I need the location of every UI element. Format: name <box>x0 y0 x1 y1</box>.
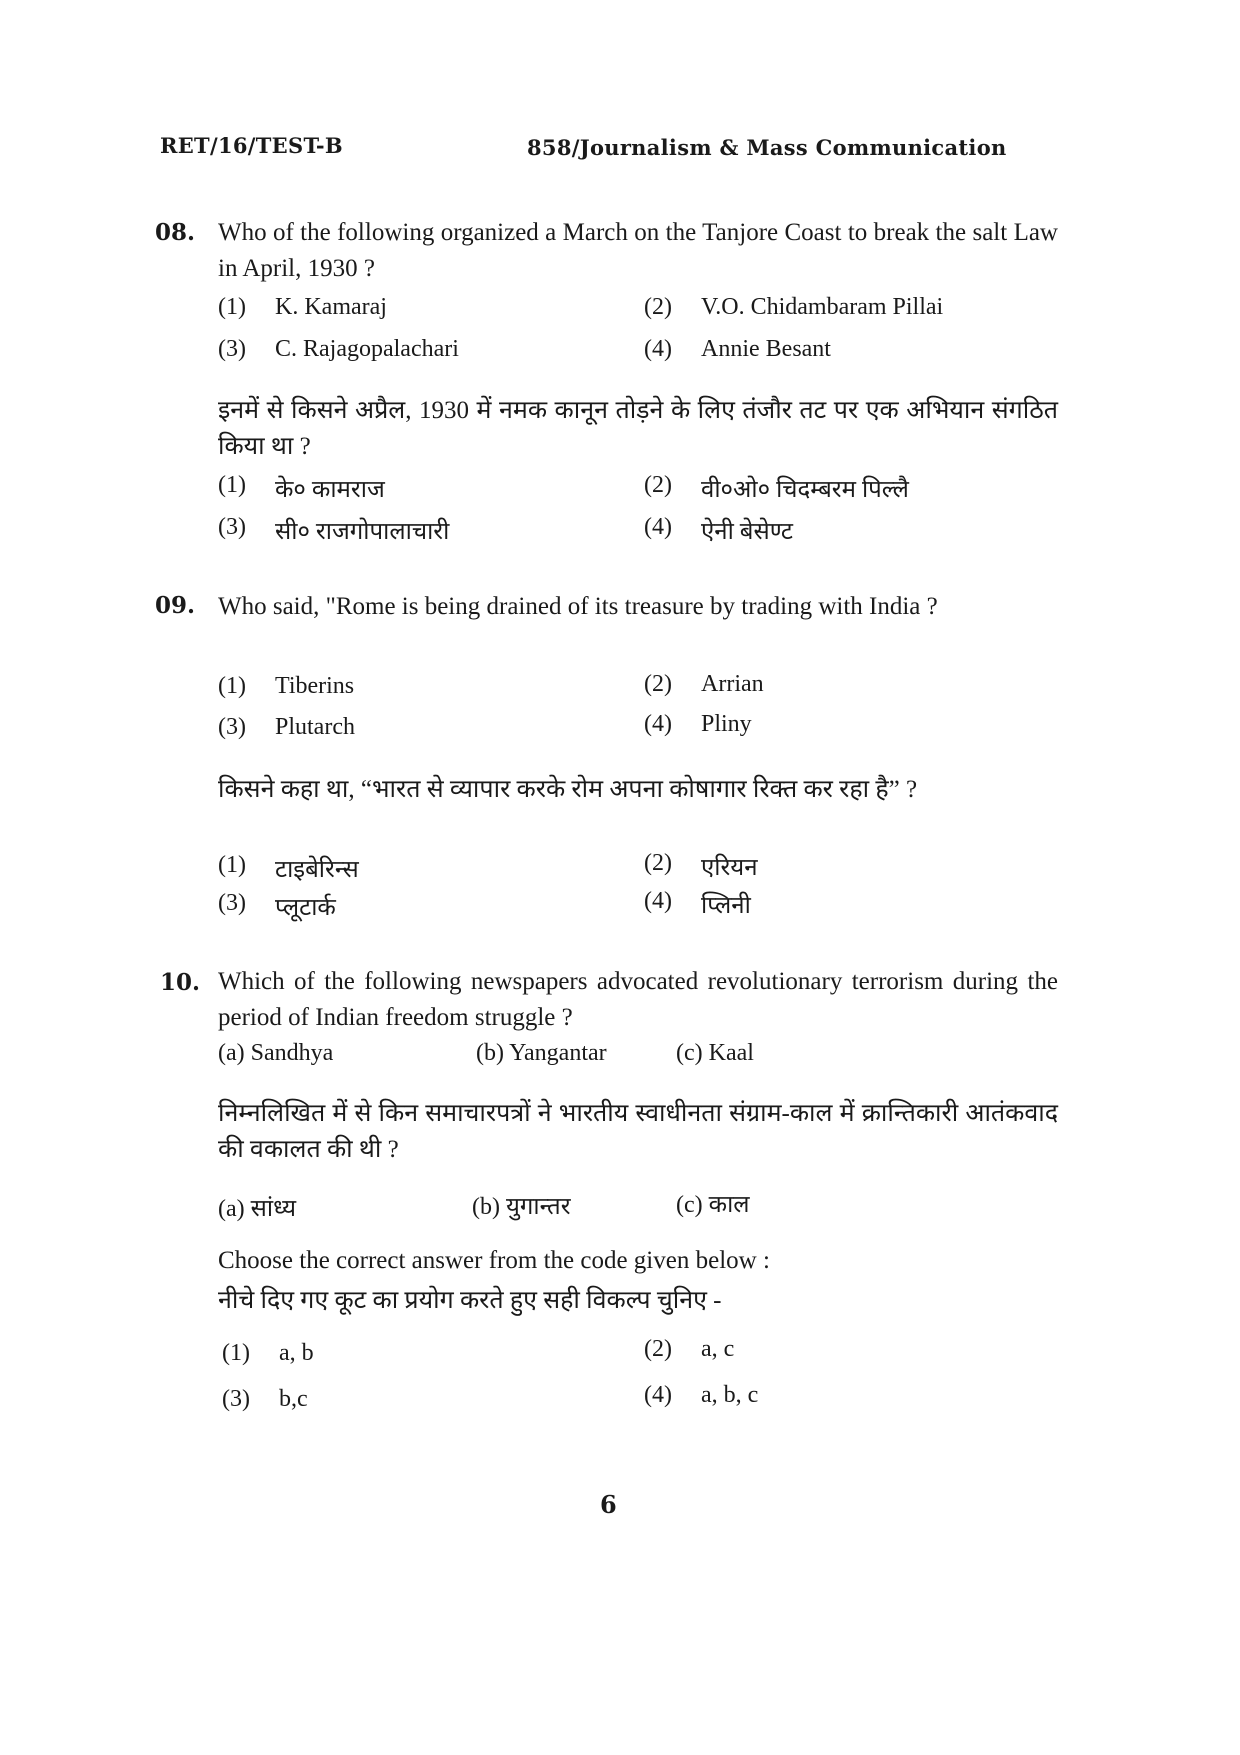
list-item: (c) Kaal <box>676 1040 754 1066</box>
list-item-hi: (b) युगान्तर <box>472 1194 571 1220</box>
question-text-en: Which of the following newspapers advocated revolutionary terrorism during the period of Indian freedom struggle ? <box>218 968 1058 1031</box>
code-instruction-en: Choose the correct answer from the code given below : <box>218 1247 770 1274</box>
header-left: RET/16/TEST-B <box>160 133 343 158</box>
option: (1) Tiberins <box>218 673 355 699</box>
question-text-hi: इनमें से किसने अप्रैल, 1930 में नमक कानून तोड़ने के लिए तंजौर तट पर एक अभियान संगठित किया था ? <box>218 397 1058 460</box>
question-number: 10. <box>160 969 201 996</box>
option: (4) a, b, c <box>644 1382 759 1408</box>
option-hi: (1) टाइबेरिन्स <box>218 852 359 883</box>
option: (2) V.O. Chidambaram Pillai <box>644 294 944 320</box>
question-text-en: Who said, "Rome is being drained of its treasure by trading with India ? <box>218 593 938 620</box>
option: (4) Annie Besant <box>644 336 831 362</box>
option: (3) Plutarch <box>218 714 355 740</box>
option: (3) b,c <box>222 1386 308 1412</box>
option-hi: (4) ऐनी बेसेण्ट <box>644 514 793 545</box>
question-text-hi: निम्नलिखित में से किन समाचारपत्रों ने भारतीय स्वाधीनता संग्राम-काल में क्रान्तिकारी आतंकवाद की वकालत की थी ? <box>218 1100 1058 1163</box>
question-number: 08. <box>155 219 196 246</box>
code-instruction-hi: नीचे दिए गए कूट का प्रयोग करते हुए सही विकल्प चुनिए - <box>218 1287 722 1314</box>
question-number: 09. <box>155 592 196 619</box>
list-item: (b) Yangantar <box>476 1040 607 1066</box>
option-hi: (4) प्लिनी <box>644 888 751 919</box>
question-text-hi: किसने कहा था, “भारत से व्यापार करके रोम अपना कोषागार रिक्त कर रहा है” ? <box>218 776 918 803</box>
option: (4) Pliny <box>644 711 752 737</box>
option: (1) K. Kamaraj <box>218 294 387 320</box>
list-item-hi: (a) सांध्य <box>218 1196 297 1222</box>
page-number: 6 <box>600 1490 617 1519</box>
option-hi: (2) वी०ओ० चिदम्बरम पिल्लै <box>644 472 909 503</box>
list-item: (a) Sandhya <box>218 1040 334 1066</box>
option-hi: (1) के० कामराज <box>218 472 385 503</box>
option-hi: (3) सी० राजगोपालाचारी <box>218 514 450 545</box>
option: (2) Arrian <box>644 671 764 697</box>
question-text-en: Who of the following organized a March on the Tanjore Coast to break the salt Law in April, 1930 ? <box>218 219 1058 282</box>
option: (3) C. Rajagopalachari <box>218 336 459 362</box>
option-hi: (3) प्लूटार्क <box>218 890 336 921</box>
option: (1) a, b <box>222 1340 314 1366</box>
list-item-hi: (c) काल <box>676 1192 750 1218</box>
option-hi: (2) एरियन <box>644 850 758 881</box>
header-right: 858/Journalism & Mass Communication <box>527 135 1007 160</box>
option: (2) a, c <box>644 1336 735 1362</box>
